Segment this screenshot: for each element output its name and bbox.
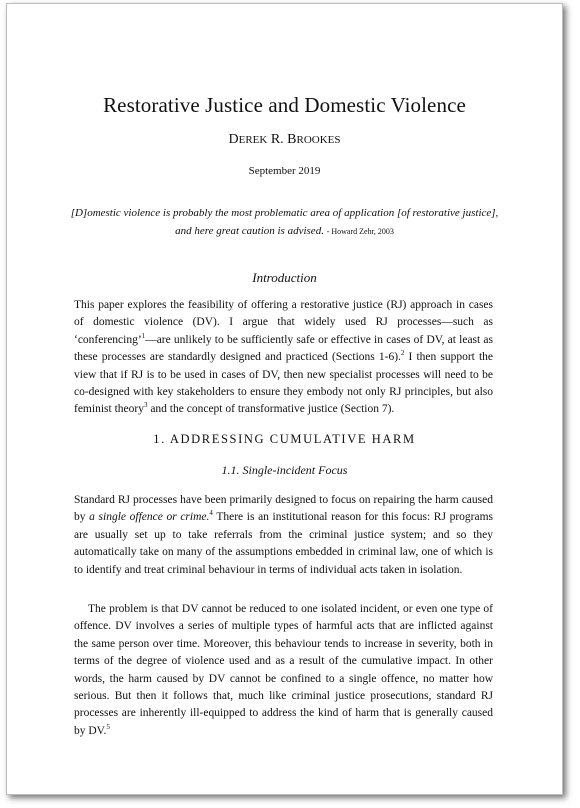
intro-text-1: This paper explores the feasibility of offering a restorative justice (RJ) approach in cases of domestic violence (DV). I argue that widely used RJ processes—such as ‘conferencing’ bbox=[74, 299, 493, 346]
body-paragraph-1 bbox=[74, 492, 493, 579]
epigraph-text: [D]omestic violence is probably the most problematic area of application [of restorative justice], and here great caution is advised. bbox=[70, 207, 499, 237]
para2-text-2: There is an institutional reason for this focus: RJ programs are usually set up to take referrals from the criminal justice system; and so they automatically take on many of the assumptions embedded in criminal law, one of which is to identify and treat criminal behaviour in terms of individual acts taken in isolation. bbox=[74, 511, 494, 576]
document-page bbox=[6, 3, 563, 795]
footnote-ref-5[interactable]: 5 bbox=[106, 723, 110, 732]
footnote-ref-1[interactable]: 1 bbox=[141, 331, 146, 340]
author-middle: R. bbox=[267, 132, 288, 147]
author-initial-first: D bbox=[228, 132, 239, 147]
footnote-ref-4[interactable]: 4 bbox=[209, 509, 213, 518]
epigraph bbox=[67, 204, 502, 241]
intro-text-4: and the concept of transformative justice (Section 7). bbox=[147, 403, 395, 416]
subsection-1-1-heading: 1.1. Single-incident Focus bbox=[221, 463, 348, 477]
para2-emphasis: a single offence or crime. bbox=[89, 511, 210, 524]
para2-text-1: Standard RJ processes have been primarily designed to focus on repairing the harm caused by bbox=[74, 494, 493, 524]
author-initial-last: B bbox=[287, 132, 297, 147]
introduction-paragraph bbox=[74, 297, 493, 419]
author-last-rest: ROOKES bbox=[296, 134, 341, 146]
intro-text-2: —are unlikely to be sufficiently safe or effective in cases of DV, at least as these processes are standardly designed and practiced (Sections 1-6). bbox=[74, 333, 493, 364]
section-1-heading: 1. ADDRESSING CUMULATIVE HARM bbox=[153, 432, 416, 446]
footnote-ref-2[interactable]: 2 bbox=[400, 349, 405, 358]
epigraph-attribution: - Howard Zehr, 2003 bbox=[326, 227, 394, 236]
body-paragraph-2 bbox=[74, 601, 493, 740]
author-name bbox=[7, 132, 562, 148]
introduction-heading: Introduction bbox=[252, 270, 317, 285]
para3-text: The problem is that DV cannot be reduced to one isolated incident, or even one type of offence. DV involves a series of multiple types of harmful acts that are inflicted against the same person over time. Moreover, this behaviour tends to increase in severity, both in terms of the degree of violence used and as a result of the cumulative impact. In other words, the harm caused by DV cannot be confined to a single offence, no matter how serious. But then it follows that, much like criminal justice prosecutions, standard RJ processes are inherently ill-equipped to address the kind of harm that is generally caused by DV. bbox=[74, 603, 493, 737]
publication-date: September 2019 bbox=[248, 165, 321, 177]
paper-title: Restorative Justice and Domestic Violence bbox=[103, 93, 466, 117]
intro-text-3: I then support the view that if RJ is to be used in cases of DV, then new specialist processes will need to be co-designed with key stakeholders to ensure they embody not only RJ principles, but also feminist theory bbox=[74, 351, 493, 416]
footnote-ref-3[interactable]: 3 bbox=[143, 401, 148, 410]
author-first-rest: EREK bbox=[238, 134, 268, 146]
